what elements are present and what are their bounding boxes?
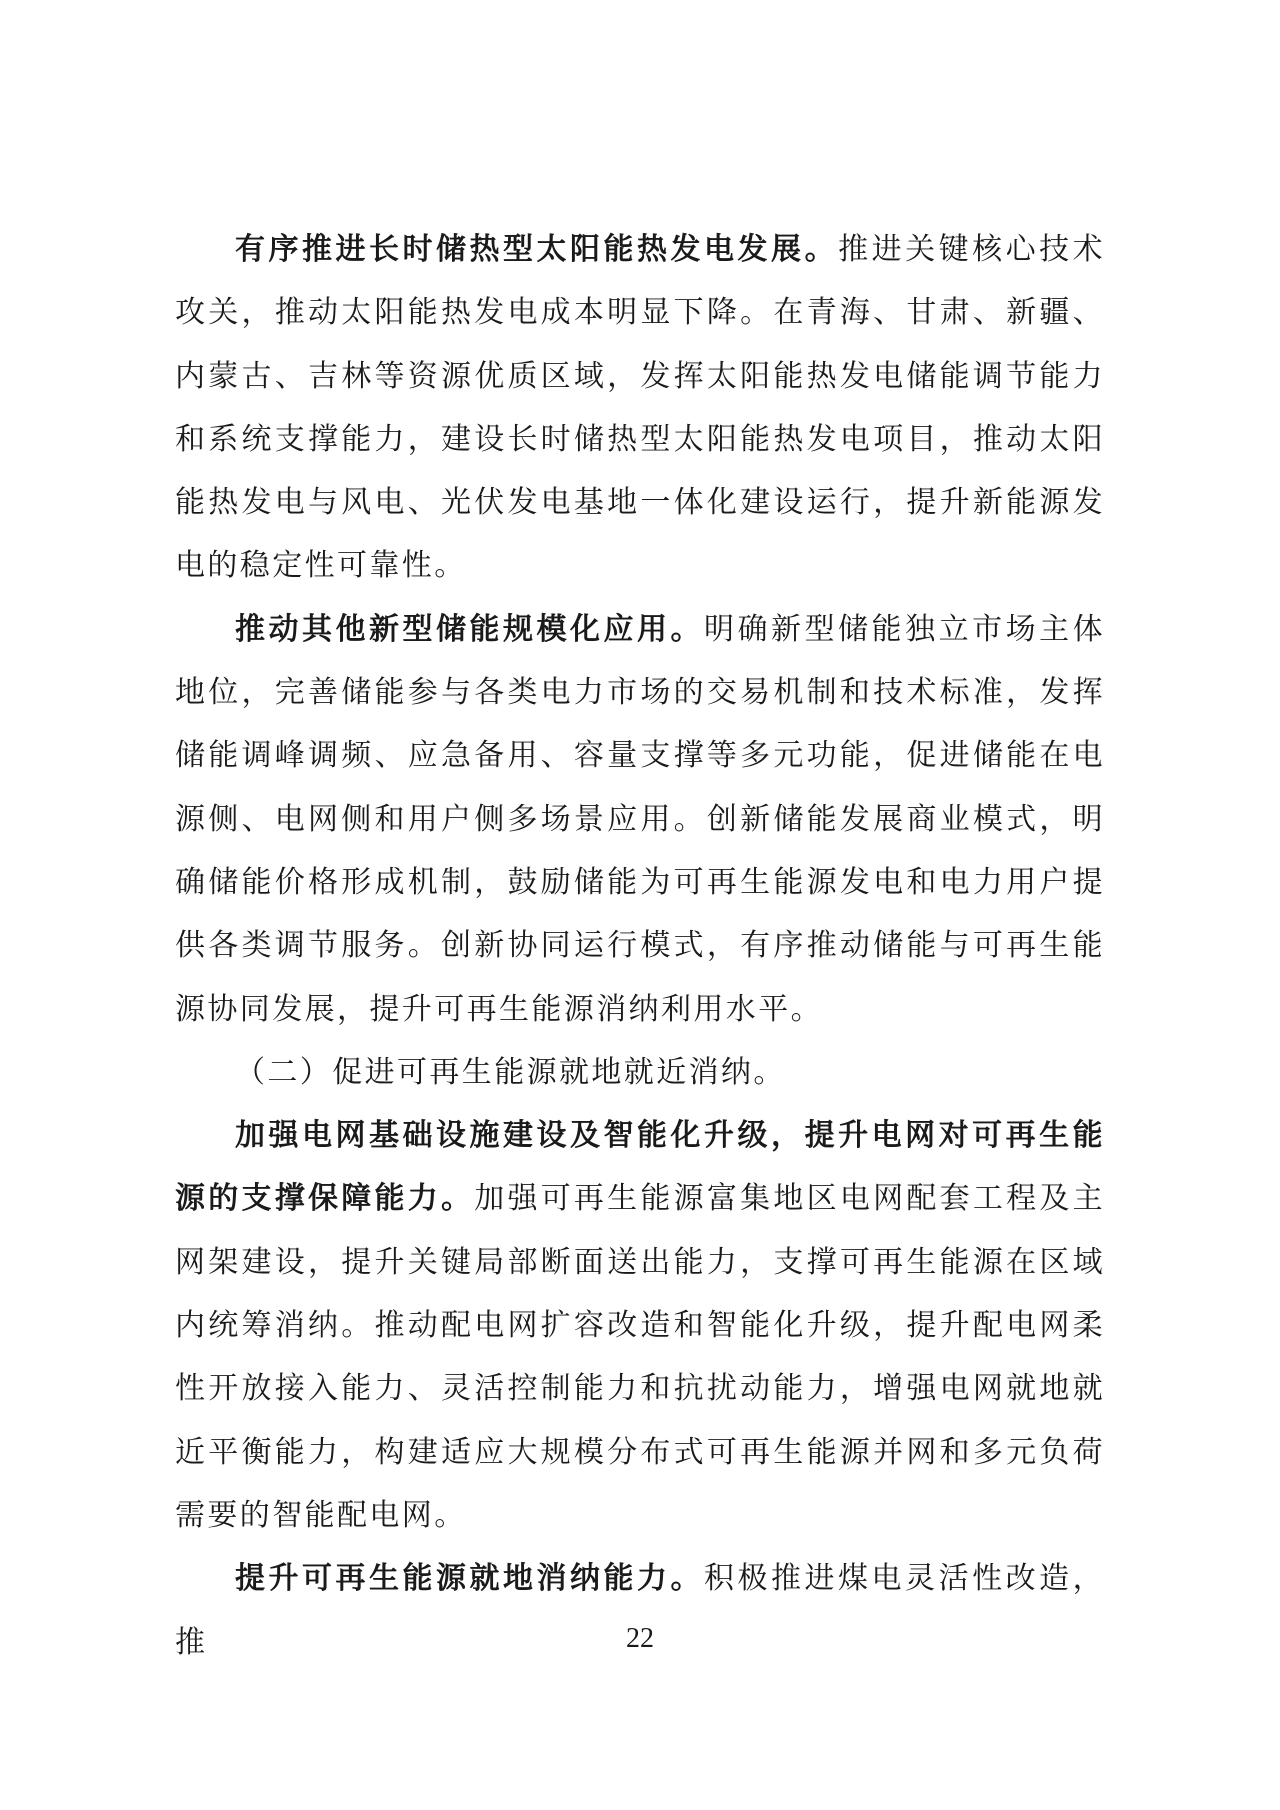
page-number: 22 xyxy=(626,1623,654,1654)
paragraph-body: 积极推进煤电灵活性改造，推 xyxy=(175,1561,1105,1660)
page-content xyxy=(175,218,1105,1674)
paragraph-lead: 有序推进长时储热型太阳能热发电发展。 xyxy=(235,232,839,267)
section-heading: （二）促进可再生能源就地就近消纳。 xyxy=(235,1054,786,1090)
paragraph-lead: 提升可再生能源就地消纳能力。 xyxy=(235,1561,705,1597)
paragraph-grid-infrastructure xyxy=(175,1104,1105,1547)
paragraph-new-storage xyxy=(175,598,1105,1041)
paragraph-body: 加强可再生能源富集地区电网配套工程及主网架建设，提升关键局部断面送出能力，支撑可再生能源在区域内统筹消纳。推动配电网扩容改造和智能化升级，提升配电网柔性开放接入能力、灵活控制能力和抗扰动能力，增强电网就地就近平衡能力，构建适应大规模分布式可再生能源并网和多元负荷需要的智能配电网。 xyxy=(175,1181,1105,1533)
paragraph-solar-thermal xyxy=(175,218,1105,598)
paragraph-body: 明确新型储能独立市场主体地位，完善储能参与各类电力市场的交易机制和技术标准，发挥储能调峰调频、应急备用、容量支撑等多元功能，促进储能在电源侧、电网侧和用户侧多场景应用。创新储能发展商业模式，明确储能价格形成机制，鼓励储能为可再生能源发电和电力用户提供各类调节服务。创新协同运行模式，有序推动储能与可再生能源协同发展，提升可再生能源消纳利用水平。 xyxy=(175,611,1105,1027)
paragraph-body: 推进关键核心技术攻关，推动太阳能热发电成本明显下降。在青海、甘肃、新疆、内蒙古、吉林等资源优质区域，发挥太阳能热发电储能调节能力和系统支撑能力，建设长时储热型太阳能热发电项目，推动太阳能热发电与风电、光伏发电基地一体化建设运行，提升新能源发电的稳定性可靠性。 xyxy=(175,232,1106,584)
paragraph-lead: 加强电网基础设施建设及智能化升级，提升电网对可再生能源的支撑保障能力。 xyxy=(175,1118,1105,1217)
paragraph-lead: 推动其他新型储能规模化应用。 xyxy=(235,611,705,647)
